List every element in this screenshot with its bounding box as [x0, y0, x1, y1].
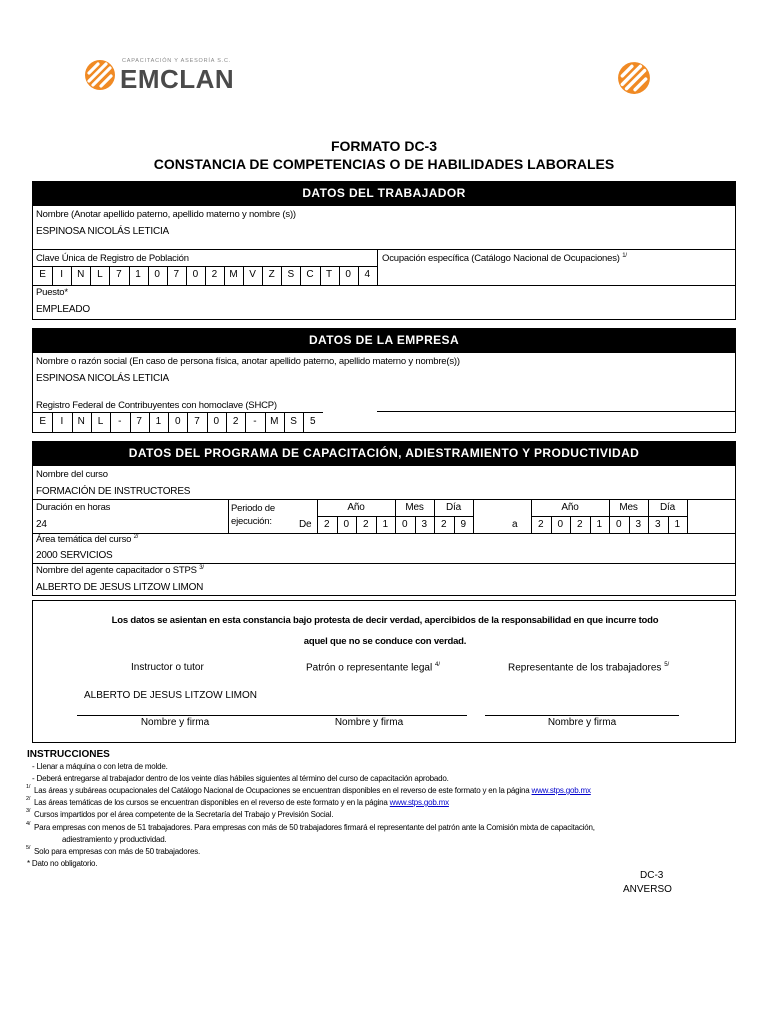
- logo-tagline: CAPACITACIÓN Y ASESORÍA S.C.: [122, 58, 232, 64]
- rfc-char: 5: [310, 416, 316, 427]
- rfc-field[interactable]: [33, 412, 323, 432]
- agente-label: Nombre del agente capacitador o STPS $^{3/}$: [36, 565, 204, 577]
- end-date-char: 0: [557, 519, 564, 530]
- patron-label: Patrón o representante legal $^{4/}$: [306, 662, 440, 674]
- start-date-char: 0: [401, 519, 408, 530]
- instruccion-dash: -: [32, 774, 35, 783]
- start-date-char: 9: [460, 519, 467, 530]
- programa-box: [32, 466, 736, 596]
- instruccion-item: [26, 821, 595, 832]
- start-date-char: 2: [323, 519, 330, 530]
- instruccion-item: [32, 774, 449, 783]
- curso-label: Nombre del curso: [36, 469, 108, 480]
- instruccion-mark: 5/: [26, 845, 31, 851]
- emclan-logo: [84, 58, 235, 94]
- emclan-logo-icon: [84, 59, 116, 91]
- nombre-value[interactable]: ESPINOSA NICOLÁS LETICIA: [36, 226, 170, 237]
- rfc-char: -: [118, 416, 122, 427]
- curp-char: 0: [192, 269, 199, 280]
- rfc-char: 0: [213, 416, 220, 427]
- footer-code: DC-3: [640, 870, 664, 881]
- empresa-box: [32, 353, 736, 433]
- instruccion-mark: 2/: [26, 796, 31, 802]
- curp-field[interactable]: [33, 266, 377, 285]
- stps-link[interactable]: www.stps.gob.mx: [389, 798, 449, 807]
- curp-char: 0: [154, 269, 160, 280]
- instructor-firma-label: Nombre y firma: [140, 717, 210, 728]
- instrucciones-title: INSTRUCCIONES: [27, 749, 110, 760]
- curp-char: 7: [173, 269, 180, 280]
- form-subtitle: CONSTANCIA DE COMPETENCIAS O DE HABILIDADES LABORALES: [153, 156, 615, 172]
- curp-char: E: [39, 269, 46, 280]
- instruccion-item: [26, 796, 449, 807]
- duracion-label: Duración en horas: [36, 502, 111, 513]
- periodo-label-2: ejecución:: [231, 516, 272, 527]
- instruccion-mark: 1/: [26, 784, 31, 790]
- instruccion-text: Las áreas y subáreas ocupacionales del Catálogo Nacional de Ocupaciones se encuentran disponibles en el reverso de este formato y en la página: [34, 786, 530, 795]
- instruccion-mark: 3/: [26, 808, 31, 814]
- instruccion-text: Las áreas temáticas de los cursos se encuentran disponibles en el reverso de este formato y en la página: [34, 798, 388, 807]
- end-dia-header: Día: [660, 502, 675, 513]
- duracion-value[interactable]: 24: [36, 519, 47, 530]
- rfc-char: 7: [194, 416, 200, 427]
- rfc-char: 1: [155, 416, 162, 427]
- declaracion-line-2: aquel que no se conduce con verdad.: [303, 636, 467, 647]
- curp-char: T: [325, 269, 333, 280]
- end-date-char: 3: [654, 519, 661, 530]
- instruccion-item: [32, 762, 168, 771]
- end-date-char: 1: [674, 519, 681, 530]
- instruccion-text: Cursos impartidos por el área competente de la Secretaría del Trabajo y Previsión Social.: [34, 810, 334, 819]
- nombre-label: Nombre (Anotar apellido paterno, apellido materno y nombre (s)): [36, 209, 296, 220]
- de-label: De: [299, 519, 312, 530]
- instruccion-item: [26, 808, 334, 819]
- curp-label: Clave Única de Registro de Población: [36, 253, 189, 264]
- curp-char: 0: [345, 269, 351, 280]
- rfc-char: N: [77, 416, 85, 427]
- curp-char: 7: [116, 269, 122, 280]
- rfc-char: L: [97, 416, 104, 427]
- periodo-ejecucion[interactable]: [33, 499, 735, 533]
- curp-char: 1: [135, 269, 141, 280]
- instructor-name[interactable]: ALBERTO DE JESUS LITZOW LIMON: [84, 690, 257, 701]
- instruccion-text: * Dato no obligatorio.: [27, 859, 98, 868]
- instruccion-mark: 4/: [26, 821, 31, 827]
- area-value[interactable]: 2000 SERVICIOS: [36, 550, 113, 561]
- start-dia-header: Día: [446, 502, 461, 513]
- end-date-char: 0: [615, 519, 622, 530]
- representante-label: Representante de los trabajadores $^{5/}$: [508, 662, 670, 674]
- curp-char: S: [287, 269, 295, 280]
- curp-char: L: [97, 269, 103, 280]
- declaracion-line-1: Los datos se asientan en esta constancia bajo protesta de decir verdad, apercibidos de la responsabilidad en que incurre todo: [111, 615, 659, 626]
- a-label: a: [512, 519, 518, 530]
- start-date-char: 2: [440, 519, 447, 530]
- trabajador-box: [32, 206, 736, 320]
- curp-char: C: [306, 269, 314, 280]
- curso-value[interactable]: FORMACIÓN DE INSTRUCTORES: [36, 486, 191, 497]
- periodo-label-1: Periodo de: [231, 503, 275, 514]
- emclan-logo-right-icon: [616, 61, 652, 95]
- instructor-label: Instructor o tutor: [131, 662, 204, 673]
- instruccion-item: [27, 859, 97, 868]
- section-empresa: DATOS DE LA EMPRESA: [32, 328, 736, 353]
- instruccion-text: Para empresas con menos de 51 trabajadores. Para empresas con más de 50 trabajadores firmará el representante del patrón ante la Comisión mixta de capacitación,: [34, 823, 595, 832]
- start-date-char: 0: [343, 519, 350, 530]
- curp-char: N: [77, 269, 85, 280]
- empresa-nombre-label: Nombre o razón social (En caso de persona física, anotar apellido paterno, apellido materno y nombre(s)): [36, 356, 460, 367]
- instruccion-item: [62, 835, 167, 844]
- representante-firma-label: Nombre y firma: [547, 717, 617, 728]
- area-label: Área temática del curso $^{2/}$: [36, 534, 139, 546]
- rfc-char: E: [39, 416, 46, 427]
- start-anio-header: Año: [347, 502, 365, 513]
- logo-wordmark: EMCLAN: [120, 64, 235, 94]
- instruccion-dash: -: [32, 762, 35, 771]
- end-mes-header: Mes: [619, 502, 638, 513]
- rfc-char: 2: [232, 416, 239, 427]
- patron-firma-label: Nombre y firma: [334, 717, 404, 728]
- rfc-char: S: [290, 416, 297, 427]
- rfc-char: 7: [136, 416, 142, 427]
- curp-char: V: [249, 269, 256, 280]
- puesto-label: Puesto*: [36, 287, 68, 298]
- instruccion-text: adiestramiento y productividad.: [62, 835, 167, 844]
- curp-char: M: [229, 269, 238, 280]
- agente-value[interactable]: ALBERTO DE JESUS LITZOW LIMON: [36, 582, 204, 593]
- rfc-char: -: [253, 416, 257, 427]
- start-date-char: 1: [382, 519, 389, 530]
- rfc-char: 0: [174, 416, 181, 427]
- rfc-char: M: [270, 416, 279, 427]
- stps-link[interactable]: www.stps.gob.mx: [531, 786, 591, 795]
- end-date-char: 3: [635, 519, 642, 530]
- section-programa: DATOS DEL PROGRAMA DE CAPACITACIÓN, ADIESTRAMIENTO Y PRODUCTIVIDAD: [32, 441, 736, 466]
- instruccion-text: Llenar a máquina o con letra de molde.: [36, 762, 168, 771]
- instruccion-item: [26, 784, 591, 795]
- form-title: FORMATO DC-3: [330, 138, 438, 154]
- instruccion-text: Deberá entregarse al trabajador dentro de los veinte días hábiles siguientes al término del curso de capacitación aprobado.: [36, 774, 449, 783]
- instruccion-text: Solo para empresas con más de 50 trabajadores.: [34, 847, 201, 856]
- instruccion-item: [26, 845, 201, 856]
- end-date-char: 2: [576, 519, 583, 530]
- end-date-char: 1: [596, 519, 603, 530]
- start-mes-header: Mes: [405, 502, 424, 513]
- rfc-label: Registro Federal de Contribuyentes con homoclave (SHCP): [36, 400, 277, 411]
- footer-side: ANVERSO: [623, 884, 672, 895]
- rfc-char: I: [60, 416, 64, 427]
- start-date-char: 3: [421, 519, 428, 530]
- curp-char: 4: [364, 269, 371, 280]
- end-date-char: 2: [537, 519, 544, 530]
- curp-char: Z: [268, 269, 275, 280]
- section-trabajador: DATOS DEL TRABAJADOR: [32, 181, 736, 206]
- ocupacion-label: Ocupación específica (Catálogo Nacional de Ocupaciones) $^{1/}$: [382, 253, 627, 265]
- declaracion-box: [32, 600, 736, 743]
- puesto-value[interactable]: EMPLEADO: [36, 304, 90, 315]
- curp-char: I: [60, 269, 64, 280]
- end-anio-header: Año: [561, 502, 579, 513]
- empresa-nombre-value[interactable]: ESPINOSA NICOLÁS LETICIA: [36, 373, 170, 384]
- curp-char: 2: [211, 269, 218, 280]
- start-date-char: 2: [362, 519, 369, 530]
- emclan-logo-right: [616, 61, 652, 95]
